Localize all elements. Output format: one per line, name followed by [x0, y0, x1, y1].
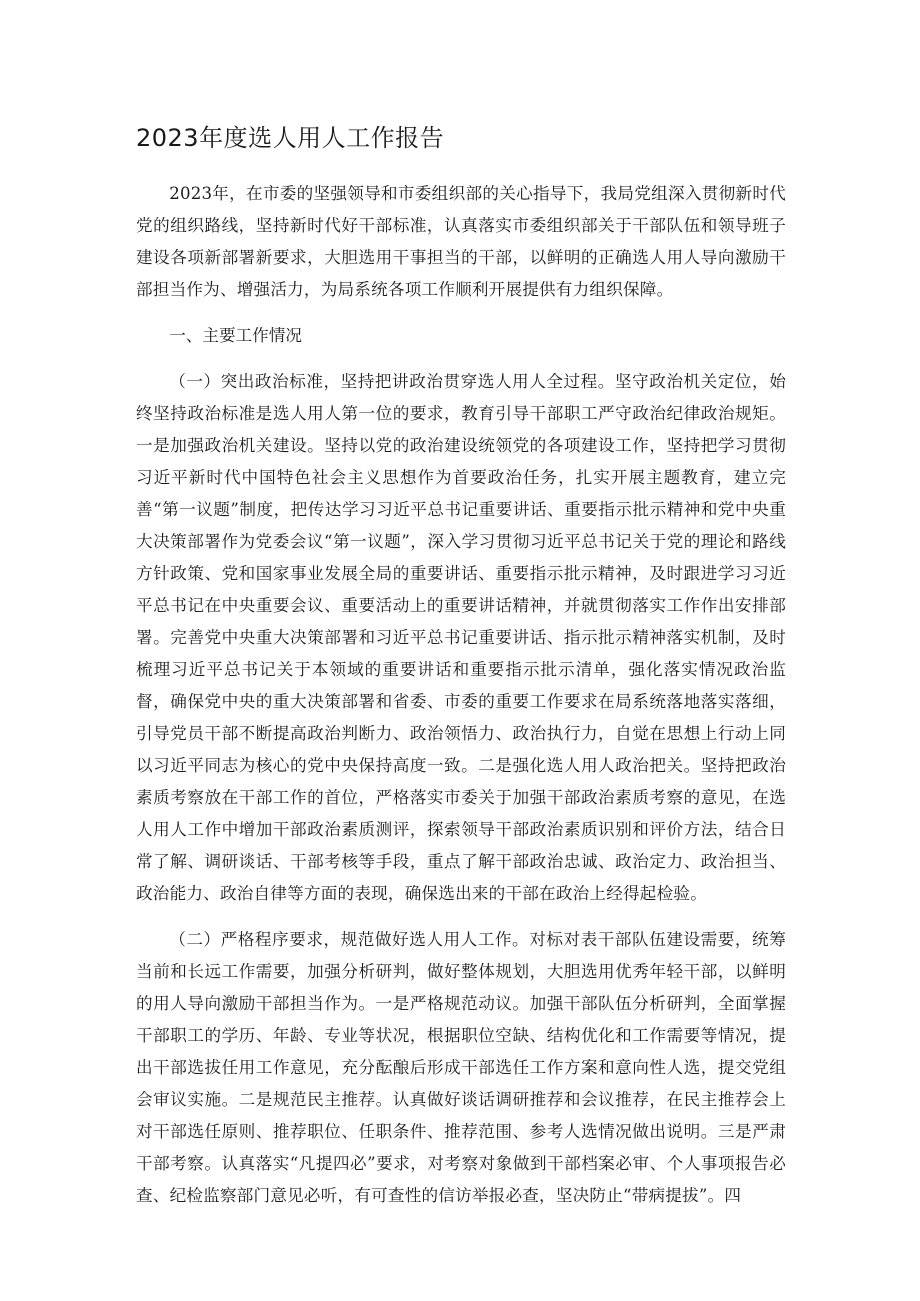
paragraph-procedure-requirements: （二）严格程序要求，规范做好选人用人工作。对标对表干部队伍建设需要，统筹当前和长远工作需要，加强分析研判，做好整体规划，大胆选用优秀年轻干部，以鲜明的用人导向激励干部担当作为。一是严格规范动议。加强干部队伍分析研判，全面掌握干部职工的学历、年龄、专业等状况，根据职位空缺、结构优化和工作需要等情况，提出干部选拔任用工作意见，充分酝酿后形成干部选任工作方案和意向性人选，提交党组会审议实施。二是规范民主推荐。认真做好谈话调研推荐和会议推荐，在民主推荐会上对干部选任原则、推荐职位、任职条件、推荐范围、参考人选情况做出说明。三是严肃干部考察。认真落实“凡提四必”要求，对考察对象做到干部档案必审、个人事项报告必查、纪检监察部门意见必听，有可查性的信访举报必查，坚决防止“带病提拔”。四 — [136, 930, 786, 1205]
paragraph-political-standard: （一）突出政治标准，坚持把讲政治贯穿选人用人全过程。坚守政治机关定位，始终坚持政治标准是选人用人第一位的要求，教育引导干部职工严守政治纪律政治规矩。一是加强政治机关建设。坚持以党的政治建设统领党的各项建设工作，坚持把学习贯彻习近平新时代中国特色社会主义思想作为首要政治任务，扎实开展主题教育，建立完善“第一议题”制度，把传达学习习近平总书记重要讲话、重要指示批示精神和党中央重大决策部署作为党委会议“第一议题”，深入学习贯彻习近平总书记关于党的理论和路线方针政策、党和国家事业发展全局的重要讲话、重要指示批示精神，及时跟进学习习近平总书记在中央重要会议、重要活动上的重要讲话精神，并就贯彻落实工作作出安排部署。完善党中央重大决策部署和习近平总书记重要讲话、指示批示精神落实机制，及时梳理习近平总书记关于本领域的重要讲话和重要指示批示清单，强化落实情况政治监督，确保党中央的重大决策部署和省委、市委的重要工作要求在局系统落地落实落细，引导党员干部不断提高政治判断力、政治领悟力、政治执行力，自觉在思想上行动上同以习近平同志为核心的党中央保持高度一致。二是强化选人用人政治把关。坚持把政治素质考察放在干部工作的首位，严格落实市委关于加强干部政治素质考察的意见，在选人用人工作中增加干部政治素质测评，探索领导干部政治素质识别和评价方法，结合日常了解、调研谈话、干部考核等手段，重点了解干部政治忠诚、政治定力、政治担当、政治能力、政治自律等方面的表现，确保选出来的干部在政治上经得起检验。 — [136, 372, 786, 903]
section-heading-main-work: 一、主要工作情况 — [169, 326, 302, 345]
document-body — [136, 118, 786, 1226]
intro-paragraph: 2023年，在市委的坚强领导和市委组织部的关心指导下，我局党组深入贯彻新时代党的组织路线，坚持新时代好干部标准，认真落实市委组织部关于干部队伍和领导班子建设各项新部署新要求，大胆选用干事担当的干部，以鲜明的正确选人用人导向激励干部担当作为、增强活力，为局系统各项工作顺利开展提供有力组织保障。 — [136, 184, 786, 299]
document-title: 2023年度选人用人工作报告 — [136, 124, 445, 152]
